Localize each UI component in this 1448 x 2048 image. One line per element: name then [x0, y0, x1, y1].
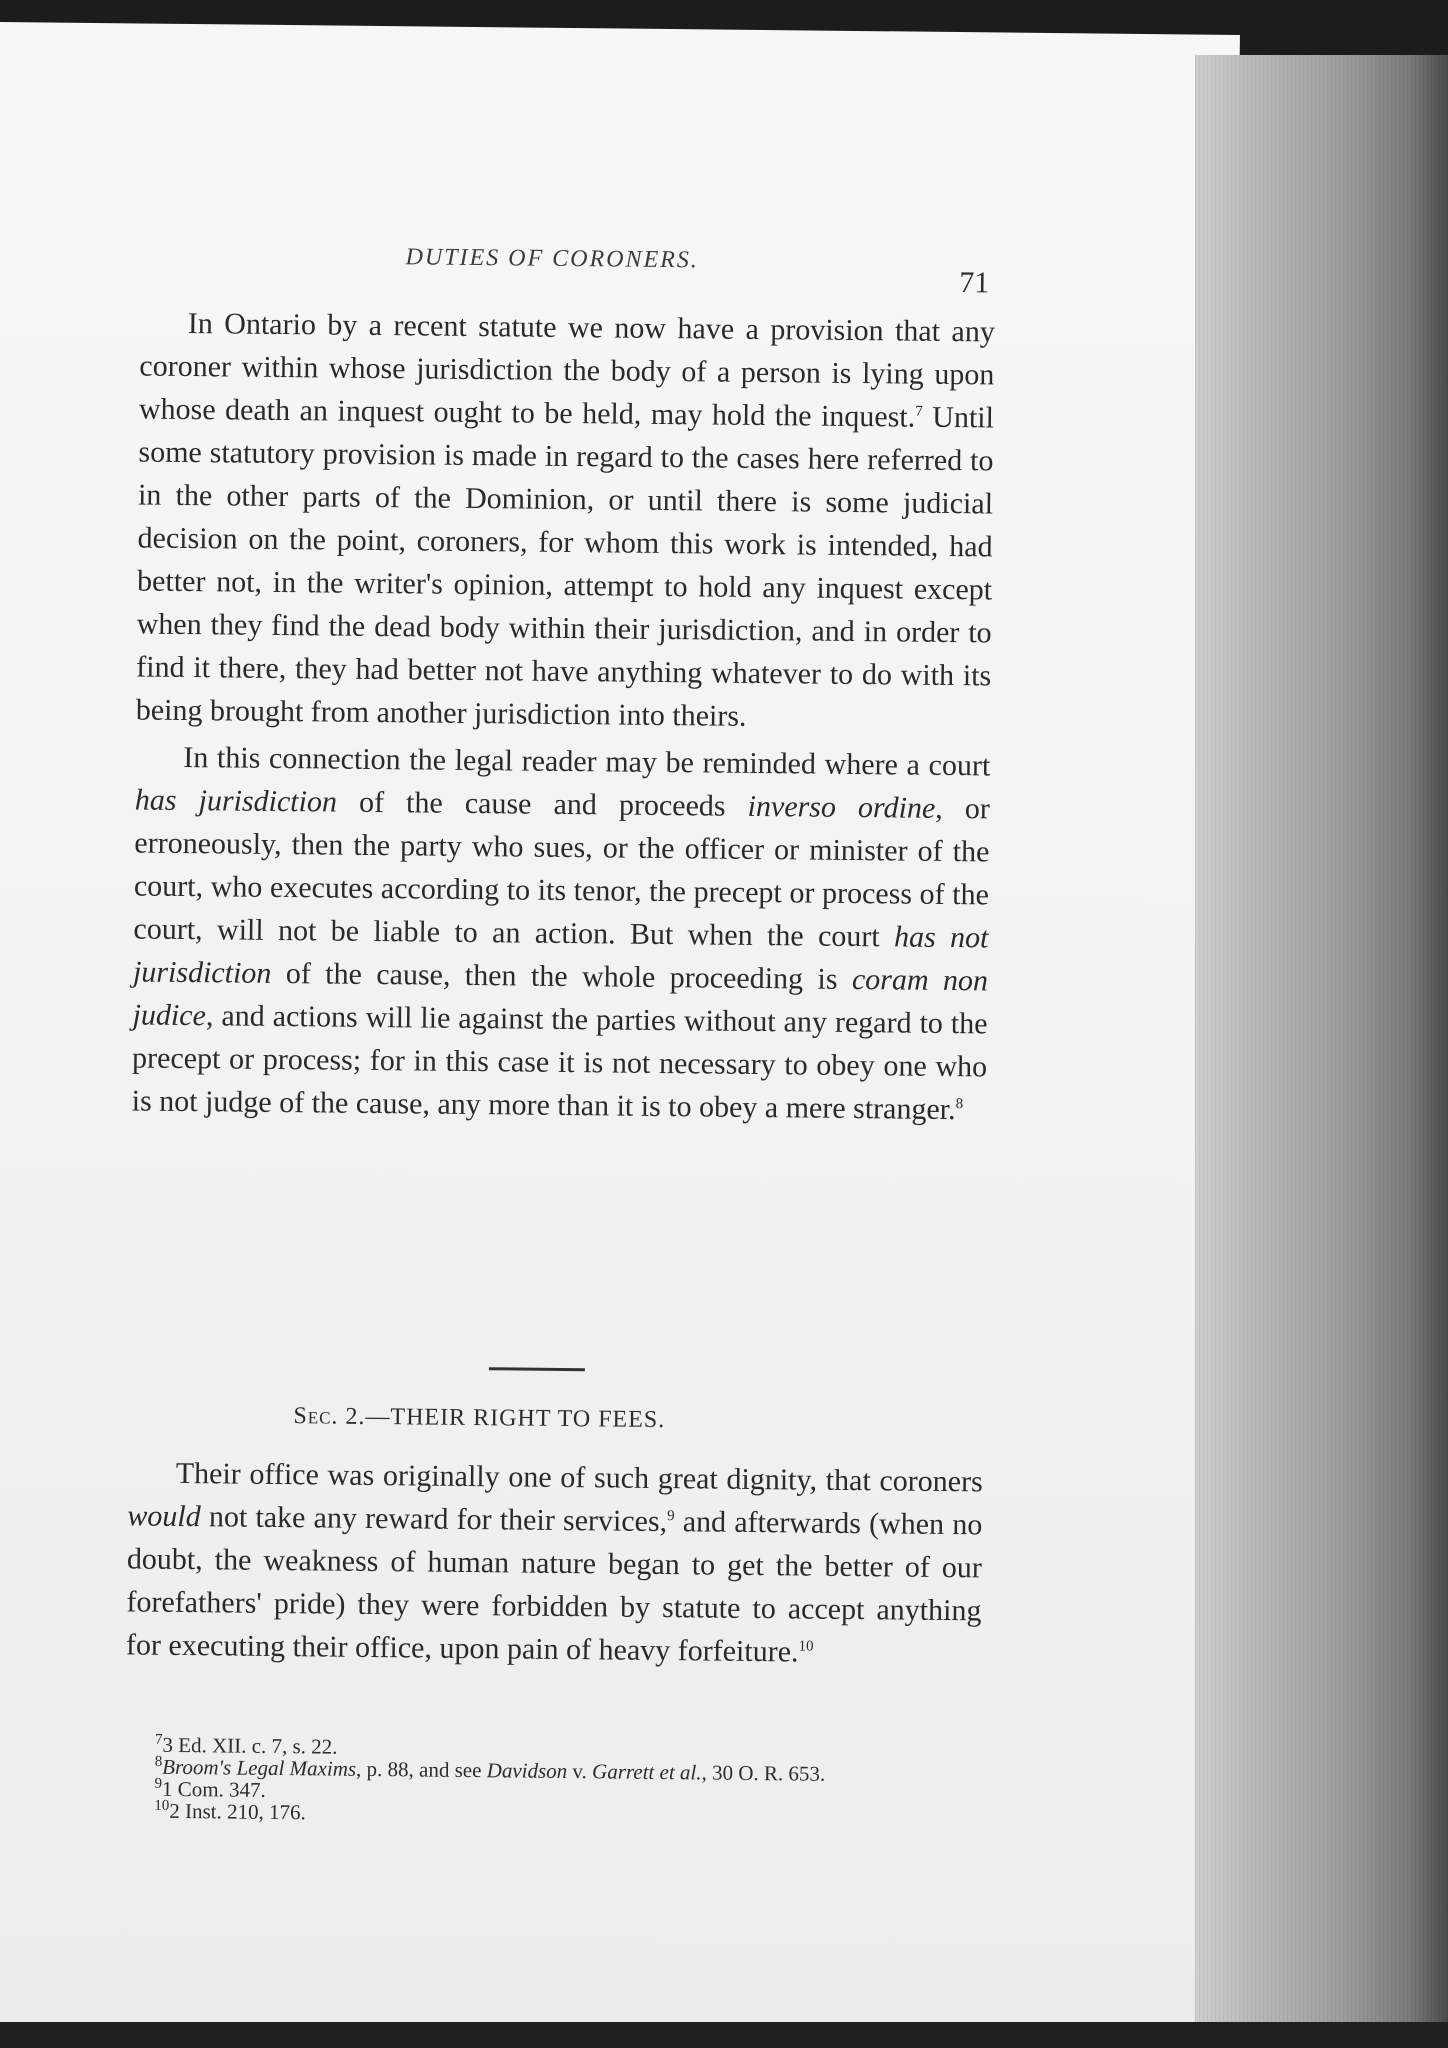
italic-text: has not jurisdiction [132, 920, 989, 990]
text-run: In Ontario by a recent statute we now have a provision that any coroner within whose jurisdiction the body of a person is lying upon whose death an inquest ought to be held, may hold the inquest. [138, 306, 995, 434]
running-head: DUTIES OF CORONERS. [405, 244, 700, 274]
text-run: and afterwards (when no doubt, the weakness of human nature began to get the better of our forefathers' pride) they were forbidden by statute to accept anything for executing their office, upon pain of heavy forfeiture. [125, 1505, 983, 1669]
text-run: , or erroneously, then the party who sues, or the officer or minister of the court, who executes according to its tenor, the precept or process of the court, will not be liable to an action. But when the court [133, 791, 991, 954]
text-run: 3 Ed. XII. c. 7, s. 22. [162, 1732, 338, 1759]
text-run: not take any reward for their services, [200, 1500, 668, 1539]
text-run: , and actions will lie against the parties without any regard to the precept or process; for in this case it is not necessary to obey one who is not judge of the cause, any more than it is to obey a mere stranger. [131, 999, 988, 1127]
text-run: 1 Com. 347. [161, 1776, 266, 1802]
paragraph [136, 301, 995, 740]
footnote-ref: 8 [955, 1096, 964, 1113]
footnote-ref: 9 [667, 1508, 675, 1525]
text-run: of the cause, then the whole proceeding is [271, 956, 853, 996]
body-text-section-1 [131, 301, 995, 1131]
page-number: 71 [959, 266, 990, 300]
section-heading-text: . 2.—THEIR RIGHT TO FEES. [331, 1403, 666, 1434]
text-run: Their office was originally one of such great dignity, that coroners [175, 1456, 983, 1499]
text-run: of the cause and proceeds [336, 785, 748, 823]
text-run: v. [567, 1759, 593, 1784]
text-run: Until some statutory provision is made in regard to the cases here referred to in the other parts of the Dominion, or until there is some judicial decision on the point, coroners, for whom this work is intended, had better not, in the writer's opinion, attempt to hold any inquest except when they find the dead body within their jurisdiction, and in order to find it there, they had better not have anything whatever to do with its being brought from another jurisdiction into theirs. [135, 400, 995, 733]
footnote-ref: 7 [154, 1731, 163, 1748]
footnote-ref: 10 [154, 1797, 170, 1814]
text-run: In this connection the legal reader may be reminded where a court [183, 740, 991, 783]
book-page [0, 22, 1240, 2048]
italic-text: has jurisdiction [134, 783, 338, 819]
section-heading [293, 1403, 665, 1434]
body-text-section-2 [126, 1451, 983, 1675]
text-run: , p. 88, and see [355, 1756, 487, 1783]
italic-text: Garrett et al. [591, 1759, 702, 1785]
footnotes [99, 1733, 960, 1830]
footnote-ref: 9 [154, 1775, 163, 1792]
paragraph [131, 735, 990, 1131]
italic-text: inverso ordine [747, 789, 936, 825]
paragraph [126, 1451, 983, 1675]
italic-text: would [127, 1499, 201, 1534]
book-page-edges [1195, 55, 1448, 2048]
scan-bottom-shadow [0, 2022, 1448, 2048]
footnote-ref: 8 [154, 1753, 163, 1770]
italic-text: Broom's Legal Maxims [162, 1754, 357, 1781]
section-divider [489, 1367, 585, 1371]
footnote-ref: 7 [915, 403, 923, 420]
section-heading-prefix: Sec [293, 1403, 332, 1430]
text-run: , 30 O. R. 653. [701, 1760, 826, 1786]
text-run: 2 Inst. 210, 176. [169, 1798, 306, 1825]
italic-text: coram non judice [132, 962, 989, 1033]
footnote-ref: 10 [798, 1638, 814, 1655]
italic-text: Davidson [486, 1758, 568, 1784]
